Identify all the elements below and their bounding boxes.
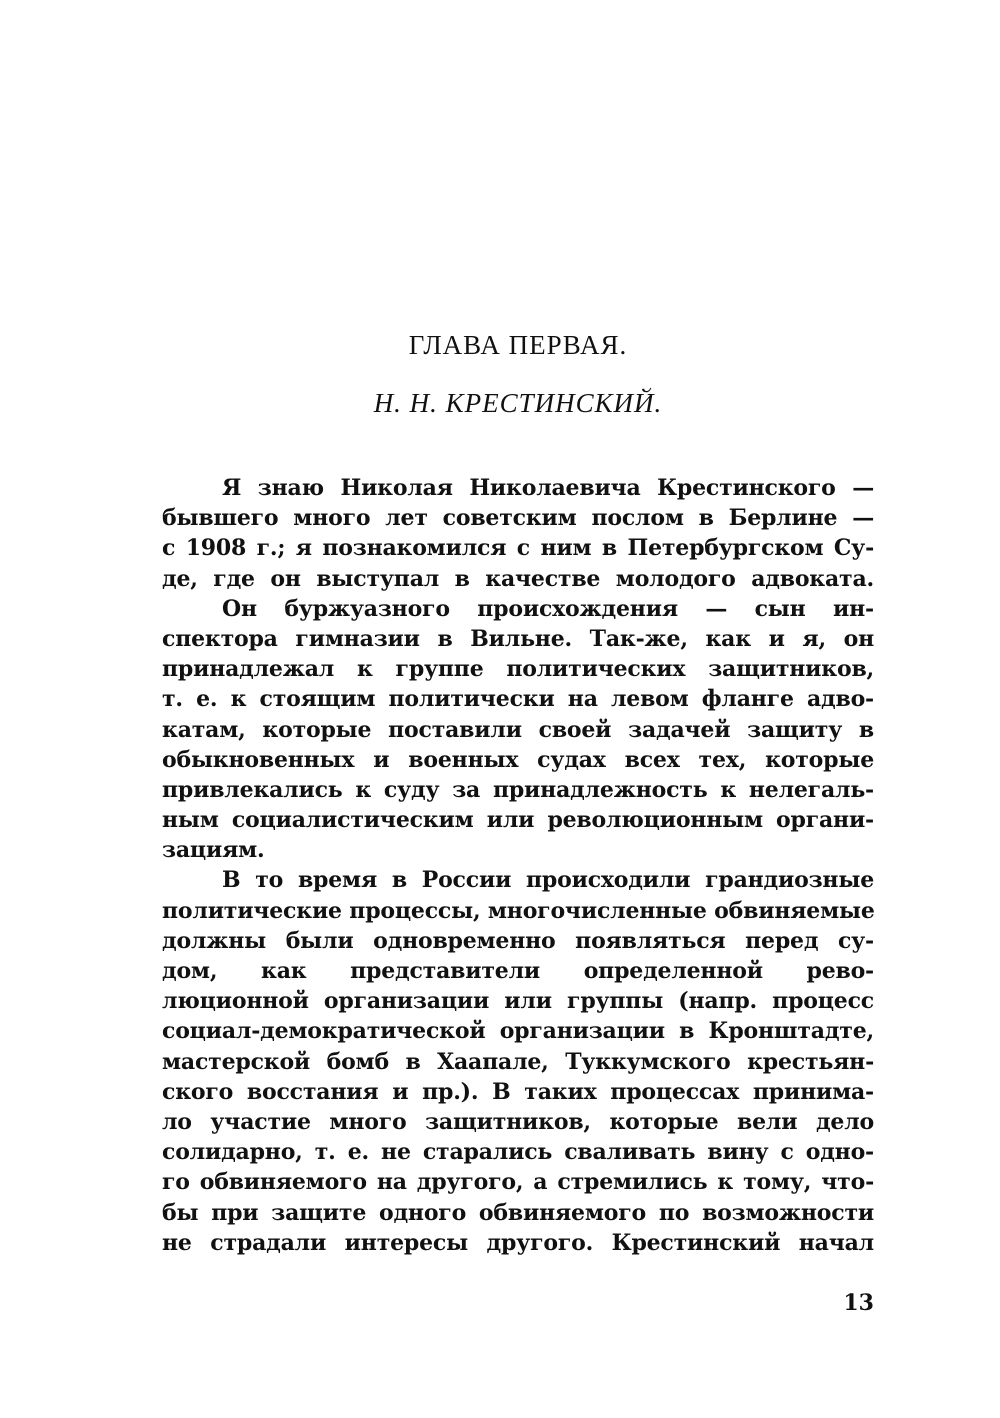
- page-number: 13: [843, 1290, 874, 1316]
- text-line: мастерской бомб в Хаапале, Туккумского крестьян-: [162, 1048, 874, 1075]
- text-line: т. е. к стоящим политически на левом фланге адво-: [162, 686, 874, 713]
- text-line: бы при защите одного обвиняемого по возможности: [162, 1199, 874, 1226]
- text-line: политические процессы, многочисленные обвиняемые: [162, 897, 875, 924]
- chapter-heading: ГЛАВА ПЕРВАЯ.: [408, 330, 628, 360]
- text-line: го обвиняемого на другого, а стремились к тому, что-: [162, 1169, 874, 1196]
- text-line: привлекались к суду за принадлежность к нелегаль-: [162, 776, 874, 803]
- text-line: де, где он выступал в качестве молодого адвоката.: [162, 565, 874, 592]
- text-line: с 1908 г.; я познакомился с ним в Петербургском Су-: [162, 535, 874, 562]
- text-line: зациям.: [162, 837, 265, 864]
- text-line: Он буржуазного происхождения — сын ин-: [222, 595, 874, 622]
- text-line: принадлежал к группе политических защитников,: [162, 656, 874, 683]
- text-line: бывшего много лет советским послом в Берлине —: [162, 505, 874, 532]
- text-line: солидарно, т. е. не старались сваливать вину с одно-: [162, 1139, 874, 1166]
- text-line: обыкновенных и военных судах всех тех, которые: [162, 746, 874, 773]
- text-line: дом, как представители определенной рево-: [162, 958, 874, 984]
- text-line: катам, которые поставили своей задачей защиту в: [162, 716, 874, 743]
- text-line: ным социалистическим или революционным органи-: [162, 807, 874, 834]
- text-line: ского восстания и пр.). В таких процессах принима-: [162, 1078, 874, 1105]
- body-text: [162, 473, 874, 1258]
- text-line: не страдали интересы другого. Крестинский начал: [162, 1229, 874, 1256]
- chapter-subtitle: Н. Н. КРЕСТИНСКИЙ.: [373, 388, 663, 418]
- text-line: ло участие много защитников, которые вели дело: [162, 1108, 874, 1135]
- text-line: спектора гимназии в Вильне. Так-же, как и я, он: [162, 625, 874, 652]
- text-line: должны были одновременно появляться перед су-: [162, 927, 874, 954]
- text-line: социал-демократической организации в Кронштадте,: [162, 1018, 874, 1045]
- text-line: В то время в России происходили грандиозные: [222, 867, 874, 894]
- text-line: Я знаю Николая Николаевича Крестинского —: [222, 475, 874, 501]
- text-line: люционной организации или группы (напр. процесс: [162, 988, 874, 1015]
